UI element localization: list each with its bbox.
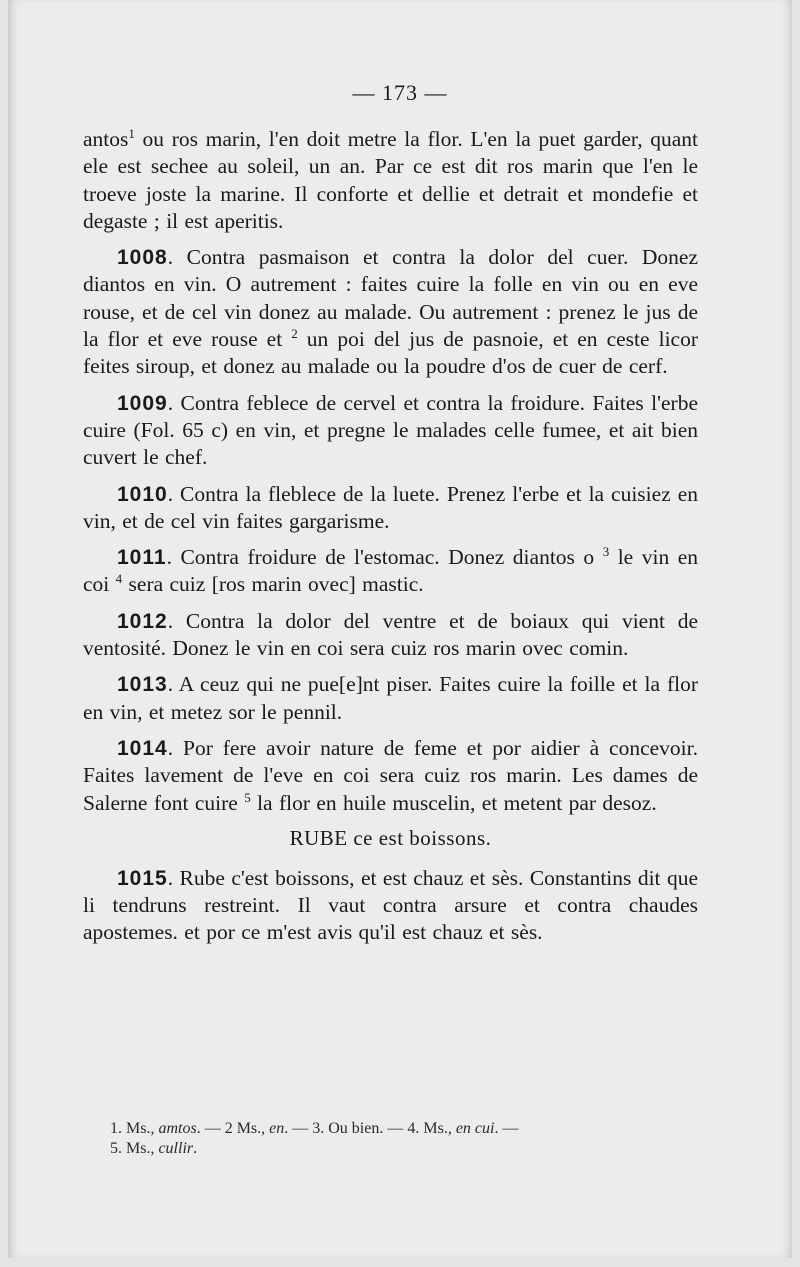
paragraph-text: . Contra feblece de cervel et contra la froidure. Faites l'erbe cuire (Fol. 65 c) en vin, et pregne le malades celle fumee, et ait bien cuvert le chef. bbox=[83, 390, 698, 470]
paragraph-1015 bbox=[83, 865, 698, 947]
paragraph-text: ou ros marin, l'en doit metre la flor. L'en la puet garder, quant ele est sechee au soleil, un an. Par ce est dit ros marin que l'en le troeve joste la marine. Il conforte et dellie et detrait et mondefie et degaste ; il est aperitis. bbox=[83, 127, 698, 233]
paragraph-number: 1013 bbox=[117, 673, 168, 697]
paragraph-1011 bbox=[83, 544, 698, 599]
paragraph-number: 1010 bbox=[117, 482, 168, 506]
paragraph-1008 bbox=[83, 244, 698, 380]
footnote-ref: 1 bbox=[128, 126, 135, 141]
paragraph-1012 bbox=[83, 608, 698, 663]
footnote-text: 4. Ms., bbox=[407, 1120, 456, 1137]
paragraph-1009 bbox=[83, 390, 698, 472]
paragraph-1010 bbox=[83, 481, 698, 536]
paragraph-number: 1015 bbox=[117, 866, 168, 890]
footnote-3: 3. Ou bien. — bbox=[312, 1120, 408, 1137]
paragraph-continuation bbox=[83, 126, 698, 235]
paragraph-text: . Contra froidure de l'estomac. Donez diantos o bbox=[166, 545, 595, 570]
footnote-ref: 3 bbox=[602, 544, 610, 560]
footnote-2 bbox=[225, 1120, 313, 1137]
paragraph-number: 1008 bbox=[117, 246, 168, 270]
paragraph-1014 bbox=[83, 735, 698, 817]
paragraph-number: 1009 bbox=[117, 391, 168, 415]
paragraph-number: 1012 bbox=[117, 609, 168, 633]
footnote-text: 1. Ms., bbox=[110, 1120, 159, 1137]
paragraph-text: . Contra pasmaison et contra la dolor del cuer. Donez diantos en vin. O autrement : faites cuire la folle en vin ou en eve rouse, et de cel vin donez au malade. Ou autrement : prenez le jus de la flor et eve rouse et bbox=[83, 245, 698, 352]
footnote-text: 2 Ms., bbox=[224, 1120, 270, 1137]
paragraph-number: 1014 bbox=[117, 736, 168, 760]
paragraph-text: sera cuiz [ros marin ovec] mastic. bbox=[122, 572, 424, 597]
footnote-4 bbox=[407, 1120, 518, 1137]
paragraph-text: un poi del jus de pasnoie, et en ceste licor feites siroup, et donez au malade ou la poudre d'os de cuer de cerf. bbox=[83, 327, 699, 379]
footnote-text: . — bbox=[196, 1120, 225, 1137]
footnote-italic: amtos bbox=[158, 1120, 197, 1137]
paragraph-text: . Contra la dolor del ventre et de boiaux qui vient de ventosité. Donez le vin en coi sera cuiz ros marin ovec comin. bbox=[83, 608, 698, 661]
page-number: — 173 — bbox=[352, 80, 448, 105]
section-heading: RUBE ce est boissons. bbox=[289, 825, 492, 850]
footnote-text: . — bbox=[494, 1120, 519, 1137]
paragraph-text: . A ceuz qui ne pue[e]nt piser. Faites cuire la foille et la flor en vin, et metez sor le pennil. bbox=[83, 672, 698, 724]
footnotes bbox=[110, 1119, 710, 1159]
paragraph-text: . Rube c'est boissons, et est chauz et sès. Constantins dit que li tendruns restreint. Il vaut contra arsure et contra chaudes apostemes. et por ce m'est avis qu'il est chauz et sès. bbox=[83, 865, 698, 945]
paragraph-text: . Contra la fleblece de la luete. Prenez l'erbe et la cuisiez en vin, et de cel vin faites gargarisme. bbox=[83, 481, 698, 533]
footnote-ref: 4 bbox=[115, 571, 123, 587]
paragraph-1013 bbox=[83, 671, 698, 726]
page-body bbox=[83, 126, 698, 956]
footnote-text: . — bbox=[284, 1120, 313, 1137]
paragraph-number: 1011 bbox=[117, 546, 167, 570]
footnote-ref: 5 bbox=[244, 789, 251, 805]
paragraph-text: antos bbox=[83, 127, 129, 151]
paragraph-text: la flor en huile muscelin, et metent par desoz. bbox=[250, 790, 657, 815]
footnote-ref: 2 bbox=[291, 326, 298, 342]
footnote-text: 5. Ms., bbox=[110, 1140, 159, 1157]
footnote-5 bbox=[110, 1140, 197, 1157]
footnote-italic: en cui bbox=[455, 1120, 495, 1137]
footnote-italic: cullir bbox=[158, 1140, 194, 1157]
footnote-text: . bbox=[193, 1140, 198, 1157]
footnote-italic: en bbox=[269, 1120, 285, 1137]
paragraph-text: . Por fere avoir nature de feme et por aidier à concevoir. Faites lavement de l'eve en coi sera cuiz ros marin. Les dames de Salerne font cuire bbox=[83, 735, 698, 815]
paragraph-text: le vin en coi bbox=[83, 545, 699, 597]
footnote-1 bbox=[110, 1120, 225, 1137]
